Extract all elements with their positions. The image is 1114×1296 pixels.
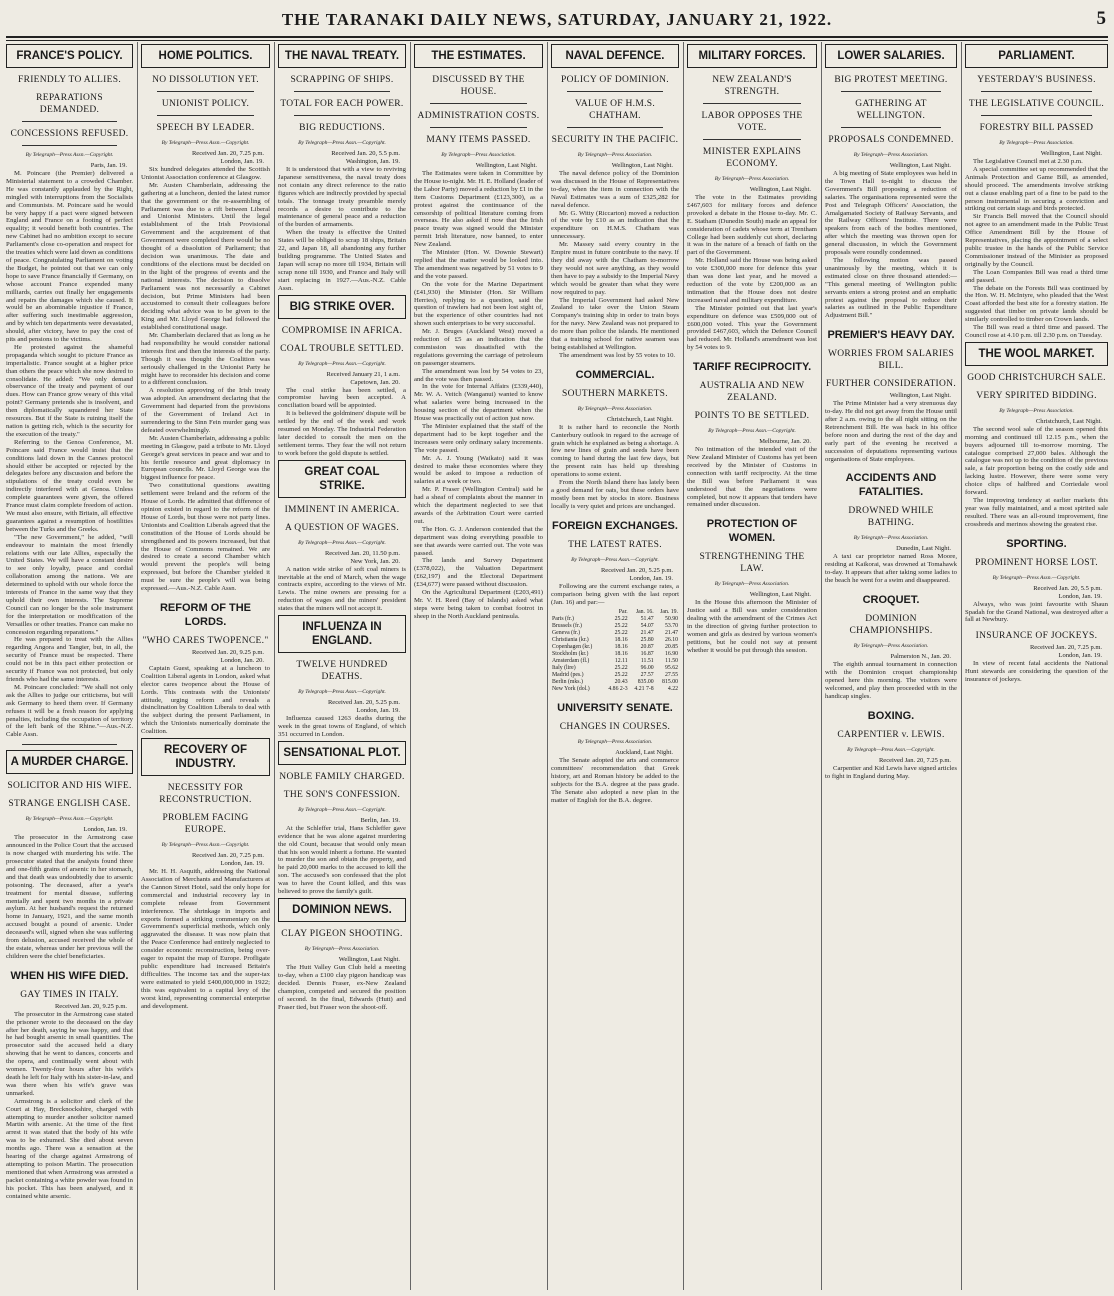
wire-credit: By Telegraph—Press Association. — [577, 739, 653, 746]
article-paragraph: The Prime Minister had a very strenuous day to-day. He did not get away from the House until after 2 a.m. owing to the all night sitting on the Retrenchment Bill. He was back in his office before noon and during the rest of the day and early part of the evening he received a succession of deputations representing various organisations of State employees. — [825, 400, 957, 463]
article-headline: MILITARY FORCES. — [687, 44, 817, 68]
table-cell: 11.51 — [640, 658, 654, 665]
article-deck: ADMINISTRATION COSTS. — [417, 111, 540, 121]
article-headline: A MURDER CHARGE. — [6, 750, 133, 774]
article-subheadline: REFORM OF THE LORDS. — [159, 601, 252, 628]
dateline: Received Jan. 20, 9.25 p.m. — [191, 648, 264, 656]
column-5 — [551, 42, 679, 1292]
table-cell: 16.90 — [664, 651, 678, 658]
article-headline: THE ESTIMATES. — [414, 44, 543, 68]
article-paragraph: Mr. G. Witty (Riccarton) moved a reduction of the vote by £10 as an indication that the expenditure on H.M.S. Chatham was unnecessary. — [551, 209, 679, 241]
table-cell: 95.62 — [664, 665, 678, 672]
article-paragraph: A big meeting of State employees was held in the Town Hall to-night to discuss the Government's Bill proposing a reduction of salaries. The organisations represented were the Post and Telegraph Officers' Association, the Amalgamated Society of Railway Servants, and the Railway Officers' Institute. There were speakers from each of the bodies mentioned, after which the meeting was thrown open for general discussion, in which the Government proposals were roundly condemned. — [825, 170, 957, 257]
article-deck: AUSTRALIA AND NEW ZEALAND. — [699, 381, 805, 404]
article-paragraph: Captain Guest, speaking at a luncheon to Coalition Liberal agents in London, asked what elector cares twopence about the House of Lords. This contrasts with the Unionists' attitude, urging reform and reveals a disinclination by Coalition Liberals to deal with the subject during the present Parliament, in which the Unionists numerically dominate the Coalition. — [141, 664, 270, 736]
article-subheadline: BOXING. — [867, 709, 915, 722]
wire-credit: By Telegraph—Press Assn.—Copyright. — [298, 806, 386, 813]
article-paragraph: The Hutt Valley Gun Club held a meeting to-day, when a £100 clay pigeon handicap was decided. Dennis Fraser, ex-New Zealand champion, competed and secured the position of second. In the final, Edwards (Hutt) and Fraser tied, but Fraser won the shoot-off. — [278, 963, 406, 1011]
article-paragraph: From the North Island there has lately been a good demand for oats, but these orders have mostly been met by stocks in store. Business locally is very quiet and prices are unchanged. — [551, 479, 679, 510]
table-cell: 835.00 — [637, 679, 654, 686]
article-headline: THE NAVAL TREATY. — [278, 44, 406, 68]
table-cell: 20.87 — [640, 644, 654, 651]
column-8 — [965, 42, 1108, 1292]
article-paragraph: The Hon. G. J. Anderson contended that the department was doing everything possible to see that awards were carried out. The vote was passed. — [414, 525, 543, 557]
table-cell: 20.43 — [614, 679, 628, 686]
table-cell: 21.47 — [640, 630, 654, 637]
article-deck: TOTAL FOR EACH POWER. — [280, 99, 404, 109]
table-cell: Copenhagen (kr.) — [552, 644, 593, 651]
article-headline: BIG STRIKE OVER. — [278, 295, 406, 319]
article-paragraph: The vote in the Estimates providing £467,603 for military forces and defence provoked a debate in the House to-day. Mr. C. E. Statham (Dunedin South) made an appeal for consideration of cadets whose term at Trentham College had been suddenly cut short, declaring it was in the nature of a breach of faith on the part of the Government. — [687, 194, 817, 257]
masthead — [0, 0, 1114, 40]
article-deck: YESTERDAY'S BUSINESS. — [977, 75, 1096, 85]
article-headline: INFLUENZA IN ENGLAND. — [278, 615, 406, 653]
wire-credit: By Telegraph—Press Association. — [999, 407, 1074, 414]
article-subheadline: FOREIGN EXCHANGES. — [552, 519, 678, 532]
article-paragraph: Mr. A. J. Young (Waikato) said it was desired to make these economies where they would be asked to impose a reduction of salaries at a week or two. — [414, 454, 543, 486]
article-deck: SECURITY IN THE PACIFIC. — [551, 135, 679, 145]
dateline: London, Jan. 19. — [629, 574, 673, 582]
article-deck: COMPROMISE IN AFRICA. — [281, 325, 403, 336]
article-paragraph: The coal strike has been settled, a compromise having been accepted. A conciliation board will be appointed. — [278, 386, 406, 410]
article-paragraph: Always, who was joint favourite with Shaun Spadah for the Grand National, was destroyed after a fall at Newbury. — [965, 600, 1108, 624]
table-cell: 96.00 — [640, 665, 654, 672]
article-deck: A QUESTION OF WAGES. — [284, 522, 400, 533]
table-cell: Italy (lire) — [552, 665, 576, 672]
article-paragraph: Mr. J. Bruges (Auckland West) moved a reduction of £5 as an indication that the commission was dissatisfied with the regulations governing the carriage of petroleum on passenger steamers. — [414, 328, 543, 367]
dateline: Berlin, Jan. 19. — [360, 816, 400, 824]
divider-rule — [22, 145, 117, 146]
article-deck: FURTHER CONSIDERATION. — [825, 379, 957, 390]
table-cell: Paris (fr.) — [552, 616, 574, 623]
article-paragraph: The debate on the Forests Bill was continued by the Hon. W. H. McIntyre, who pleaded that the West Coast afforded the best site for a forestry station. He suggested that timber on private lands should be similarly controlled to timber on Crown lands. — [965, 284, 1108, 324]
article-deck: CARPENTIER v. LEWIS. — [837, 729, 945, 740]
article-deck: TWELVE HUNDRED DEATHS. — [296, 660, 388, 683]
article-deck: NECESSITY FOR RECONSTRUCTION. — [159, 783, 252, 806]
dateline: Paris, Jan. 19. — [90, 162, 127, 169]
column-rule — [274, 42, 275, 1290]
article-paragraph: It is understood that with a view to reviving Japanese sensitiveness, the naval treaty does not contain any direct reference to the ratio figures which are indirectly provided by special totals. The tonnage treaty preamble merely records a desire to contribute to the maintenance of general peace and a reduction of the burden of armaments. — [278, 166, 406, 229]
table-cell: 18.16 — [614, 644, 628, 651]
masthead-rule — [6, 36, 1108, 41]
dateline: Capetown, Jan. 20. — [350, 378, 400, 386]
article-subheadline: PROTECTION OF WOMEN. — [706, 518, 798, 545]
table-cell: 27.57 — [640, 672, 654, 679]
divider-rule — [157, 91, 254, 92]
wire-credit: By Telegraph—Press Assn.—Copyright. — [25, 152, 114, 158]
article-deck: UNIONIST POLICY. — [161, 99, 250, 109]
divider-rule — [841, 127, 941, 128]
article-deck: SCRAPPING OF SHIPS. — [290, 75, 394, 85]
article-deck: THE LATEST RATES. — [568, 539, 662, 550]
article-paragraph: It is rather hard to reconcile the North Canterbury outlook in regard to the acreage of grain which he explained as being a shortage. A few new lines of grain and seeds have been coming to hand during the last few days, but the present rain has held up threshing operations to some extent. — [551, 423, 679, 479]
article-paragraph: The Bill was read a third time and passed. The Council rose at 4.10 p.m. till 2.30 p.m. on Tuesday. — [965, 324, 1108, 339]
article-headline: RECOVERY OF INDUSTRY. — [141, 738, 270, 776]
divider-rule — [22, 744, 117, 745]
table-cell: 25.22 — [614, 616, 628, 623]
table-cell: 53.70 — [664, 623, 678, 630]
article-paragraph: The Minister (Hon. W. Downie Stewart) replied that the matter would be looked into. The amendment was negatived by 51 votes to 9 and the vote passed. — [414, 249, 543, 280]
article-deck: CHANGES IN COURSES. — [559, 722, 671, 733]
wire-credit: By Telegraph—Press Assn.—Copyright. — [298, 689, 386, 696]
article-deck: IMMINENT IN AMERICA. — [284, 504, 400, 515]
wire-credit: By Telegraph—Press Association. — [999, 140, 1074, 146]
article-paragraph: A special committee set up recommended that the Animals Protection and Game Bill, as amended, should proceed. The amendments involve striking out a clause enabling part of a fine to be paid to the person instrumental in securing a conviction and striking out certain stags and birds protected. — [965, 165, 1108, 213]
wire-credit: By Telegraph—Press Association. — [853, 643, 929, 650]
article-headline: HOME POLITICS. — [141, 44, 270, 68]
table-cell: 4.86 2-3 — [608, 686, 628, 693]
divider-rule — [981, 91, 1092, 92]
article-paragraph: Mr. Austen Chamberlain, addressing the gathering at a luncheon, denied the latest rumor that the government or the re-assembling of Parliament was due to a rift between Liberal and Unionist Ministers. Until the legal establishment of the Irish Provisional Government and the acquirement of that Government were completed there would be no thought of a dissolution of Parliament; that decision was unanimous. The date and conditions of the elections must be decided on in the light of the progress of events and the national interests. The decision to dissolve Parliament was not necessarily a Cabinet decision, but Prime Ministers had been accustomed to consult their colleagues before deciding what advice was to be given to the King and Mr. Lloyd George had followed the established constitutional usage. — [141, 181, 270, 332]
article-paragraph: The Minister pointed out that last year's expenditure on defence was £509,000 out of £600,000 voted. This year the Government provided £467,603, which the Defence Council had reduced. Mr. Holland's amendment was lost by 54 votes to 9. — [687, 304, 817, 352]
dateline: London, Jan. 19. — [356, 707, 400, 715]
article-subheadline: CROQUET. — [862, 594, 920, 607]
article-paragraph: The eighth annual tournament in connection with the Dominion croquet championship opened here this morning. The visitors were welcomed, and play then proceeded with in the handicap singles. — [825, 661, 957, 700]
article-paragraph: The improving tendency at earlier markets this year was fully maintained, and a most spirited sale resulted. There was an all-round improvement, fine crossbreds and merinos showing the greatest rise. — [965, 497, 1108, 528]
column-rule — [961, 42, 962, 1290]
article-deck: VERY SPIRITED BIDDING. — [976, 390, 1097, 401]
wire-credit: By Telegraph—Press Assn.—Copyright. — [992, 574, 1081, 581]
dateline: London, Jan. 20. — [220, 656, 264, 664]
wire-credit: By Telegraph—Press Assn.—Copyright. — [298, 360, 386, 367]
article-deck: REPARATIONS DEMANDED. — [36, 93, 103, 115]
dateline: Wellington, Last Night. — [749, 186, 811, 193]
article-deck: COAL TROUBLE SETTLED. — [280, 343, 404, 354]
wire-credit: By Telegraph—Press Assn.—Copyright. — [161, 842, 250, 849]
article-deck: GOOD CHRISTCHURCH SALE. — [967, 372, 1106, 383]
article-headline: LOWER SALARIES. — [825, 44, 957, 68]
table-cell: 25.80 — [640, 637, 654, 644]
divider-rule — [567, 91, 663, 92]
article-paragraph: Mr. H. H. Asquith, addressing the National Association of Merchants and Manufacturers at the Cannon Street Hotel, said the only hope for commercial and industrial recovery lay in complete release from Government interference. The shrinkage in imports and exports formed a striking commentary on the Government's superficial methods, which only aggravated the disease. It was now plain that the Peace Conference had entirely neglected to consider economic reconstruction, being over-eager to repaint the map of Europe. Profligate public expenditure had increased Britain's difficulties. The income tax and the super-tax were estimated to yield £400,000,000 in 1922; this was equivalent to a capital levy of the worst kind, representing commercial enterprise and development. — [141, 868, 270, 1010]
article-paragraph: He protested against the shameful propaganda which sought to picture France as imperialistic. France sought at a higher price than others the peace which she now desired to consolidate. He added: "We only demand observance of the treaty and payment of our dues. How can France grow weary of this vital point? Germany pretends she is insolvent, and then diplomatically squandered her State resources. But if the State is ruining itself the nation is getting rich, which is the security for the execution of the treaty." — [6, 343, 133, 438]
table-cell: Berlin (mks.) — [552, 679, 583, 686]
article-paragraph: Mr. Holland said the House was being asked to vote £300,000 more for defence this year than was done last year, and he moved a reduction of the vote by £200,000 as an intimation that the House does not desire increased naval and military expenditure. — [687, 257, 817, 304]
dateline: New York, Jan. 20. — [350, 557, 400, 565]
article-paragraph: The naval defence policy of the Dominion was discussed in the House of Representatives to-day, when the item in connection with the Naval Estimates was a sum of £325,282 for naval defence. — [551, 170, 679, 209]
article-deck: GAY TIMES IN ITALY. — [20, 989, 119, 1000]
table-cell: Madrid (pes.) — [552, 672, 584, 679]
article-paragraph: The Minister explained that the staff of the department had to be kept together and the increases were only ordinary salary increments. The vote passed. — [414, 423, 543, 454]
wire-credit: By Telegraph—Press Assn.—Copyright. — [298, 140, 386, 146]
dateline: Received Jan. 20, 7.25 p.m. — [191, 150, 264, 157]
article-paragraph: In the House this afternoon the Minister of Justice said a Bill was under consideration dealing with the amendment of the Crimes Act in the direction of giving further protection to women and girls as desired by various women's petitions, but he could not say at present whether it would be put through this session. — [687, 599, 817, 654]
article-paragraph: The prosecutor in the Armstrong case stated the prisoner wrote to the deceased on the day after her death, saying he was happy, and that he had bought arsenic in small quantities. The prosecutor said the accused held a diary showing that he went to dances, concerts and the opera, and continually went about with women. Twenty-four hours after his wife's death he left for Italy with his sister-in-law, and was there when his wife's grave was unmarked. — [6, 1010, 133, 1097]
dateline: Wellington, Last Night. — [889, 392, 951, 400]
table-cell: 25.22 — [614, 630, 628, 637]
dateline: London, Jan. 19. — [83, 826, 127, 834]
article-deck: NOBLE FAMILY CHARGED. — [279, 771, 405, 782]
article-headline: DOMINION NEWS. — [278, 898, 406, 922]
article-subheadline: COMMERCIAL. — [575, 368, 655, 381]
article-paragraph: Armstrong is a solicitor and clerk of the Court at Hay, Brecknockshire, charged with attempting to murder another solicitor named Martin with arsenic. At the time of the first arrest it was stated that the body of his wife was to be exhumed. She died about seven months ago. There was a sensation at the hearing of the charge against Armstrong of attempting to poison Martin. The prosecution mentioned that when Armstrong was arrested a packet containing a white powder was found in his pocket. This has been analysed, and it contained white arsenic. — [6, 1097, 133, 1200]
article-paragraph: The lands and Survey Department (£378,022), the Valuation Department (£62,197) and the Electoral Department (£34,677) were passed without discussion. — [414, 557, 543, 589]
article-deck: BIG REDUCTIONS. — [299, 123, 385, 133]
divider-rule — [294, 115, 390, 116]
article-paragraph: The Loan Companies Bill was read a third time and passed. — [965, 268, 1108, 284]
dateline: Wellington, Last Night. — [889, 162, 951, 169]
article-paragraph: A nation wide strike of soft coal miners is inevitable at the end of March, when the wage contracts expire, according to the views of Mr. Lewis. The mine owners are pressing for a reduction of wages and the miners' president states that the miners will not accept it. — [278, 565, 406, 613]
article-paragraph: Mr. Austen Chamberlain, addressing a public meeting in Glasgow, paid a tribute to Mr. Lloyd George's great services in peace and war and to his fertile resource and great diplomacy in European councils. Mr. Lloyd George was the biggest influence for peace. — [141, 434, 270, 482]
dateline: Washington, Jan. 19. — [345, 158, 400, 165]
wire-credit: By Telegraph—Press Assn.—Copyright. — [708, 428, 796, 435]
article-paragraph: He was prepared to treat with the Allies regarding Angora and Tangier, but, in all, the security of France must be respected. There could not be in this pact either protection or security if France was not protected, but only friends who had the same interests. — [6, 636, 133, 683]
wire-credit: By Telegraph—Press Assn.—Copyright. — [298, 539, 386, 546]
article-deck: WORRIES FROM SALARIES BILL. — [827, 349, 955, 372]
table-cell: 50.90 — [664, 616, 678, 623]
article-deck: VALUE OF H.M.S. CHATHAM. — [574, 99, 656, 121]
dateline: Received Jan. 20, 5.25 p.m. — [600, 566, 673, 574]
wire-credit: By Telegraph—Press Association. — [853, 535, 929, 542]
table-cell: 25.22 — [614, 672, 628, 679]
dateline: Wellington, Last Night. — [338, 955, 400, 963]
column-rule — [410, 42, 411, 1290]
article-paragraph: Mr. Chamberlain declared that as long as he had responsibility he would consider national interests first and then the interests of the party. Though it was thought the Coalition was seriously challenged in the Unionist Party he might have to reconsider his decision and come to a different conclusion. — [141, 332, 270, 387]
article-paragraph: The following motion was passed unanimously by the meeting, which it is estimated close on three thousand attended:— "This general meeting of Wellington public servants enters a strong protest and an emphatic protest against the proposal to reduce their salaries as outlined in the Public Expenditure Adjustment Bill." — [825, 256, 957, 320]
article-paragraph: In the vote for Internal Affairs (£339,440), Mr. W. A. Veitch (Wanganui) wanted to know what salaries were being increased in the housing section of the department when the House was practically out of action just now. — [414, 383, 543, 423]
article-deck: MINISTER EXPLAINS ECONOMY. — [702, 147, 802, 169]
article-deck: SOUTHERN MARKETS. — [562, 388, 668, 399]
article-paragraph: Mr. P. Fraser (Wellington Central) said he had a sheaf of complaints about the manner in which the department neglected to see that awards of the Arbitration Court were carried out. — [414, 486, 543, 525]
article-subheadline: PREMIER'S HEAVY DAY. — [827, 329, 955, 342]
column-1 — [6, 42, 133, 1292]
divider-rule — [294, 91, 390, 92]
article-paragraph: Mr. Massey said every country in the Empire must in future contribute to the navy. If they did away with the Chatham to-morrow they would not save anything, as they would then have to pay a subsidy to the Imperial Navy which would be greater than what they were now required to pay. — [551, 241, 679, 296]
wire-credit: By Telegraph—Press Association. — [853, 152, 929, 158]
article-paragraph: No intimation of the intended visit of the New Zealand Minister of Customs has yet been received by the Minister of Customs in connection with tariff reciprocity. At the time the Bill was before Parliament it was understood that the negotiations were completed, but now it appears that tenders have remained under discussion. — [687, 446, 817, 509]
table-row — [551, 686, 679, 693]
article-paragraph: The prosecutor in the Armstrong case announced in the Police Court that the accused is now charged with murdering his wife. The prosecutor stated that the analysts found three and one-fifth grains of arsenic in her stomach, and that death was undoubtedly due to arsenic poisoning. The deceased, after a year's treatment for mental disease, suffering mentally and spent two months in a private asylum. At her husband's request the returned home in January, 1921, and the same month accused bought a pound of arsenic. Under deceased's will, signed when she was suffering from delusion, accused received the whole of the estate, whereas under her previous will the children were the chief beneficiaries. — [6, 834, 133, 960]
article-deck: CONCESSIONS REFUSED. — [10, 129, 129, 139]
article-paragraph: The Imperial Government had asked New Zealand to take over the Union Steam Company's training ship in order to train boys for the navy. New Zealand was not prepared to do more than police the islands. He mentioned that a training school for native seamen was being established at Wellington. — [551, 296, 679, 351]
article-deck: CLAY PIGEON SHOOTING. — [281, 928, 403, 939]
article-deck: SOLICITOR AND HIS WIFE. — [7, 781, 132, 792]
article-deck: INSURANCE OF JOCKEYS. — [975, 631, 1098, 642]
column-2 — [141, 42, 270, 1292]
column-rule — [683, 42, 684, 1290]
table-cell: 815.00 — [662, 679, 678, 686]
article-paragraph: The second wool sale of the season opened this morning and continued till 12.15 p.m., when the buyers adjourned till to-morrow morning. The catalogue comprised 27,000 bales. Although the catalogue was not up to the condition of the previous sale, a fair proportion being on the costly side and lacking lustre. However, there were some very choice clips of halfbred and Corriedale wool forward. — [965, 425, 1108, 497]
article-deck: POLICY OF DOMINION. — [560, 75, 669, 85]
article-paragraph: M. Poincare (the Premier) delivered a Ministerial statement to a crowded Chamber. He was constantly applauded by the Right, mingled with interruptions from the Socialists and Communists. M. Poincare said he would be very happy if a pact were signed between England and France on a footing of perfect equality; it would benefit both countries. The new Cabinet had no ambition except to secure Parliament's close co-operation and respect for the treaties which were laid down as conditions of peace. Congratulating Parliament on voting the Budget, he pointed out that we can only hope to save France financially if Germany, on whose account France expended many milliards, carries out finally her engagements and repairs the damages which she caused. It would be an abominable injustice if France, after suffering such inestimable aggression, and by which ten departments were devastated, should, after victory, have to pay the cost of pits and pensions to the victims. — [6, 170, 133, 344]
column-rule — [547, 42, 548, 1290]
article-paragraph: It is believed the goldminers' dispute will be settled by the end of the week and work resumed on Monday. The Industrial Federation later decided to consult the men on the settlement terms. They fear the will not return to work before the gold dispute is settled. — [278, 410, 406, 457]
article-paragraph: Sir Francis Bell moved that the Council should not agree to an amendment made in the Public Trust Office Amendment Bill by the House of Representatives, placing the appointment of a select public trustee in the hands of the Public Service Commissioner instead of the Minister as proposed originally by the Council. — [965, 213, 1108, 268]
dateline: Received Jan. 20, 7.25 p.m. — [191, 852, 264, 860]
dateline: Wellington, Last Night. — [611, 162, 673, 169]
article-subheadline: SPORTING. — [1006, 537, 1067, 550]
table-cell: 18.16 — [614, 651, 628, 658]
article-paragraph: Two constitutional questions awaiting settlement were Ireland and the reform of the House of Lords. He admitted that difference of opinion existed in regard to the reform of the House of Lords, but those were not party lines. Unionists and Coalition Liberals agreed that the constitution of the House of Lords should be strengthened and its powers increased, but that the House of Commons remained. We are desired to create a second Chamber which would prevent the people's will being expressed, but before the Chamber yielded it must be sure the people's will was being expressed.—Aus.-N.Z. Cable Assn. — [141, 482, 270, 593]
article-deck: NO DISSOLUTION YET. — [152, 75, 259, 85]
dateline: Wellington, Last Night. — [749, 591, 811, 599]
divider-rule — [981, 115, 1092, 116]
divider-rule — [430, 127, 527, 128]
article-paragraph: Referring to the Genoa Conference, M. Poincare said France would insist that the conditions laid down in the Cannes protocol should either be accepted or rejected by the delegates before any discussion and before the stipulations of the treaty could even be indirectly interfered with at Genoa. Unless complete guarantees were given, the offered France must claim complete freedom of action. We must also ensure, with Britain, all effective guarantees against a resumption of hostilities between the Turks and the Greeks. — [6, 438, 133, 533]
article-paragraph: The amendment was lost by 55 votes to 10. — [559, 351, 676, 359]
table-cell: 12.11 — [614, 658, 628, 665]
article-paragraph: At the Schleffer trial, Hans Schleffer gave evidence that he was alone against murdering the old Count, because that would only mean that his son would inherit a fortune. He wanted to murder the son and obtain the property, and he paid 20,000 marks to the accused to kill the son. The accused's son confessed that the plot was to have the Count killed, and this was believed to prove the family's guilt. — [278, 824, 406, 896]
article-paragraph: The amendment was lost by 54 votes to 23, and the vote was then passed. — [414, 367, 543, 383]
table-cell: 18.16 — [614, 637, 628, 644]
divider-rule — [22, 121, 117, 122]
article-deck: DOMINION CHAMPIONSHIPS. — [849, 614, 933, 637]
article-subheadline: UNIVERSITY SENATE. — [557, 702, 673, 715]
table-header-cell: Jan. 16. — [635, 609, 654, 616]
dateline: Received January 21, 1 a.m. — [326, 370, 400, 378]
table-cell: Geneva (fr.) — [552, 630, 581, 637]
dateline: Dunedin, Last Night. — [896, 545, 951, 553]
table-cell: Christiania (kr.) — [552, 637, 589, 644]
table-cell: 54.07 — [640, 623, 654, 630]
dateline: Received Jan. 20, 5.5 p.m. — [331, 150, 400, 157]
dateline: London, Jan. 19. — [1058, 592, 1102, 600]
table-cell: 25.22 — [614, 623, 628, 630]
page-number: 5 — [1096, 8, 1106, 29]
table-cell: 25.22 — [614, 665, 628, 672]
article-headline: PARLIAMENT. — [965, 44, 1108, 68]
article-paragraph: Six hundred delegates attended the Scottish Unionist Association conference at Glasgow. — [141, 166, 270, 181]
dateline: Wellington, Last Night. — [1040, 150, 1102, 157]
article-deck: GATHERING AT WELLINGTON. — [855, 99, 927, 121]
article-subheadline: ACCIDENTS AND FATALITIES. — [845, 472, 937, 499]
exchange-rates-table — [551, 609, 679, 693]
article-deck: SPEECH BY LEADER. — [156, 123, 255, 133]
article-deck: "WHO CARES TWOPENCE." — [142, 635, 269, 646]
article-paragraph: Influenza caused 1263 deaths during the week in the great towns of England, of which 351 occurred in London. — [278, 715, 406, 738]
dateline: Received Jan. 20, 9.25 p.m. — [54, 1002, 127, 1010]
article-paragraph: A resolution approving of the Irish treaty was adopted. An amendment declaring that the Government had departed from the provisions of the Government of Ireland Act in surrendering to the Sinn Fein murder gang was defeated overwhelmingly. — [141, 387, 270, 434]
column-3 — [278, 42, 406, 1292]
article-paragraph: On the Agricultural Department (£203,491) Mr. V. H. Reed (Bay of Islands) asked what steps were being taken to combat footrot in sheep in the North Auckland peninsula. — [414, 589, 543, 620]
article-paragraph: Carpentier and Kid Lewis have signed articles to fight in England during May. — [825, 764, 957, 780]
dateline: Received Jan. 20, 5.25 p.m. — [327, 699, 400, 707]
article-deck: DROWNED WHILE BATHING. — [848, 506, 934, 529]
article-deck: FORESTRY BILL PASSED — [979, 123, 1094, 133]
article-paragraph: On the vote for the Marine Department (£41,930) the Minister (Hon. Sir William Herries), replying to a question, said the question of trawlers had not been lost sight of, but the experience of other countries had not shown such enterprises to be very successful. — [414, 280, 543, 328]
article-deck: POINTS TO BE SETTLED. — [694, 411, 810, 422]
table-cell: 20.85 — [664, 644, 678, 651]
article-deck: PROBLEM FACING EUROPE. — [162, 813, 249, 836]
dateline: Christchurch, Last Night. — [1035, 417, 1102, 425]
article-deck: DISCUSSED BY THE HOUSE. — [432, 75, 525, 97]
column-rule — [821, 42, 822, 1290]
table-cell: Stockholm (kr.) — [552, 651, 589, 658]
dateline: London, Jan. 19. — [220, 158, 264, 165]
article-subheadline: WHEN HIS WIFE DIED. — [10, 969, 129, 982]
divider-rule — [430, 103, 527, 104]
article-paragraph: The Legislative Council met at 2.30 p.m. — [973, 158, 1083, 165]
article-deck: THE SON'S CONFESSION. — [283, 789, 401, 800]
article-paragraph: In view of recent fatal accidents the National Hunt stewards are considering the question of the insurance of jockeys. — [965, 660, 1108, 684]
article-headline: FRANCE'S POLICY. — [6, 44, 133, 68]
dateline: Christchurch, Last Night. — [606, 415, 673, 423]
dateline: Auckland, Last Night. — [615, 749, 673, 757]
table-cell: Amsterdam (fl.) — [552, 658, 590, 665]
dateline: Received Jan. 20, 5.5 p.m. — [1033, 584, 1102, 592]
article-headline: SENSATIONAL PLOT. — [278, 741, 406, 765]
divider-rule — [703, 103, 801, 104]
table-cell: 11.50 — [665, 658, 678, 665]
table-cell: Brussels (fr.) — [552, 623, 582, 630]
table-cell: New York (dol.) — [552, 686, 590, 693]
newspaper-title: THE TARANAKI DAILY NEWS, SATURDAY, JANUARY 21, 1922. — [281, 10, 833, 29]
dateline: Melbourne, Jan. 20. — [759, 438, 811, 446]
wire-credit: By Telegraph—Press Association. — [714, 176, 790, 182]
article-deck: STRENGTHENING THE LAW. — [699, 552, 805, 575]
column-7 — [825, 42, 957, 1292]
wire-credit: By Telegraph—Press Assn.—Copyright. — [847, 746, 935, 753]
article-deck: NEW ZEALAND'S STRENGTH. — [712, 75, 792, 97]
dateline: Received Jan. 20, 7.25 p.m. — [1029, 644, 1102, 652]
article-subheadline: TARIFF RECIPROCITY. — [692, 361, 812, 374]
article-paragraph: A taxi car proprietor named Ross Moore, residing at Kaikorai, was drowned at Tomahawk to-day. It appears that after taking some ladies to the beach he went for a swim and disappeared. — [825, 553, 957, 585]
article-deck: MANY ITEMS PASSED. — [426, 135, 531, 145]
wire-credit: By Telegraph—Press Assn.—Copyright. — [161, 140, 250, 146]
wire-credit: By Telegraph—Press Association. — [577, 405, 653, 412]
table-cell: 4.22 — [667, 686, 678, 693]
wire-credit: By Telegraph—Press Association. — [441, 152, 516, 158]
table-cell: 16.87 — [640, 651, 654, 658]
wire-credit: By Telegraph—Press Assn.—Copyright. — [25, 816, 114, 823]
article-headline: GREAT COAL STRIKE. — [278, 460, 406, 498]
table-cell: 51.47 — [640, 616, 654, 623]
dateline: Received Jan. 20, 7.25 p.m. — [878, 756, 951, 764]
article-paragraph: "The new Government," he added, "will endeavour to maintain the most friendly relations with our late Allies, especially the United States. We will have a constant desire to see only loyalty, peace and cordial collaboration among the nations. We are determined to uphold with our whole force the interests of France in the same way that they uphold their own interests. The Supreme Council can no longer be the sole instrument for the interpretation or modification of the Versailles or other treaties. France can make no concession regarding reparations." — [6, 533, 133, 636]
article-deck: THE LEGISLATIVE COUNCIL. — [968, 99, 1105, 109]
article-deck: BIG PROTEST MEETING. — [834, 75, 948, 85]
table-cell: 21.47 — [664, 630, 678, 637]
article-deck: FRIENDLY TO ALLIES. — [17, 75, 121, 85]
article-headline: NAVAL DEFENCE. — [551, 44, 679, 68]
divider-rule — [567, 127, 663, 128]
article-deck: STRANGE ENGLISH CASE. — [8, 799, 131, 810]
article-deck: PROPOSALS CONDEMNED. — [828, 135, 954, 145]
column-6 — [687, 42, 817, 1292]
wire-credit: By Telegraph—Press Assn.—Copyright. — [571, 556, 659, 563]
dateline: Palmerston N., Jan. 20. — [890, 653, 951, 661]
wire-credit: By Telegraph—Press Association. — [714, 581, 790, 588]
table-header-cell: Par. — [618, 609, 628, 616]
article-paragraph: M. Poincare concluded: "We shall not only ask the Allies to judge our criticisms, but will ask Germany to heed them over. If Germany refuses it will be a fresh reason for applying penalties, including the occupation of territory of the left bank of the Rhine."—Aus.-N.Z. Cable Assn. — [6, 683, 133, 739]
table-cell: 27.55 — [664, 672, 678, 679]
table-header-cell: Jan. 19. — [660, 609, 678, 616]
divider-rule — [703, 139, 801, 140]
article-paragraph: When the treaty is effective the United States will be obliged to scrap 18 ships, Britain 22, and Japan 18, all abandoning any further building programme. The United States and Japan will scrap no more till 1934, Britain will scrap none till 1930, and France and Italy will start replacing in 1927.—Aus.-N.Z. Cable Assn. — [278, 229, 406, 292]
wire-credit: By Telegraph—Press Association. — [304, 945, 380, 952]
article-deck: PROMINENT HORSE LOST. — [975, 557, 1098, 568]
article-paragraph: The Senate adopted the arts and commerce committees' recommendation that Greek history, art and Roman history be added to the subjects for the B.A. degree at the pass grade. The Senate also adopted a new plan in the matter of English for the B.A. degree. — [551, 757, 679, 804]
dateline: Received Jan. 20, 11.50 p.m. — [324, 549, 400, 557]
dateline: London, Jan. 19. — [1058, 652, 1102, 660]
article-headline: THE WOOL MARKET. — [965, 342, 1108, 366]
table-cell: 4.21 7-8 — [634, 686, 654, 693]
table-cell: 26.10 — [664, 637, 678, 644]
article-paragraph: Following are the current exchange rates, a comparison being given with the last report (Jan. 16) and par:— — [551, 582, 679, 606]
wire-credit: By Telegraph—Press Association. — [577, 152, 653, 158]
dateline: London, Jan. 19. — [220, 860, 264, 868]
article-paragraph: The Estimates were taken in Committee by the House to-night. Mr. H. E. Holland (leader of the Labor Party) moved a reduction by £1 in the item Customs Department (£123,300), as a protest against the continuance of the censorship of political literature coming from overseas. He also asked if now that the Irish peace treaty was signed would the Minister permit Irish literature, now banned, to enter New Zealand. — [414, 170, 543, 249]
divider-rule — [157, 115, 254, 116]
article-deck: LABOR OPPOSES THE VOTE. — [701, 111, 803, 133]
dateline: Wellington, Last Night. — [475, 162, 537, 169]
column-rule — [137, 42, 138, 1290]
column-4 — [414, 42, 543, 1292]
divider-rule — [841, 91, 941, 92]
